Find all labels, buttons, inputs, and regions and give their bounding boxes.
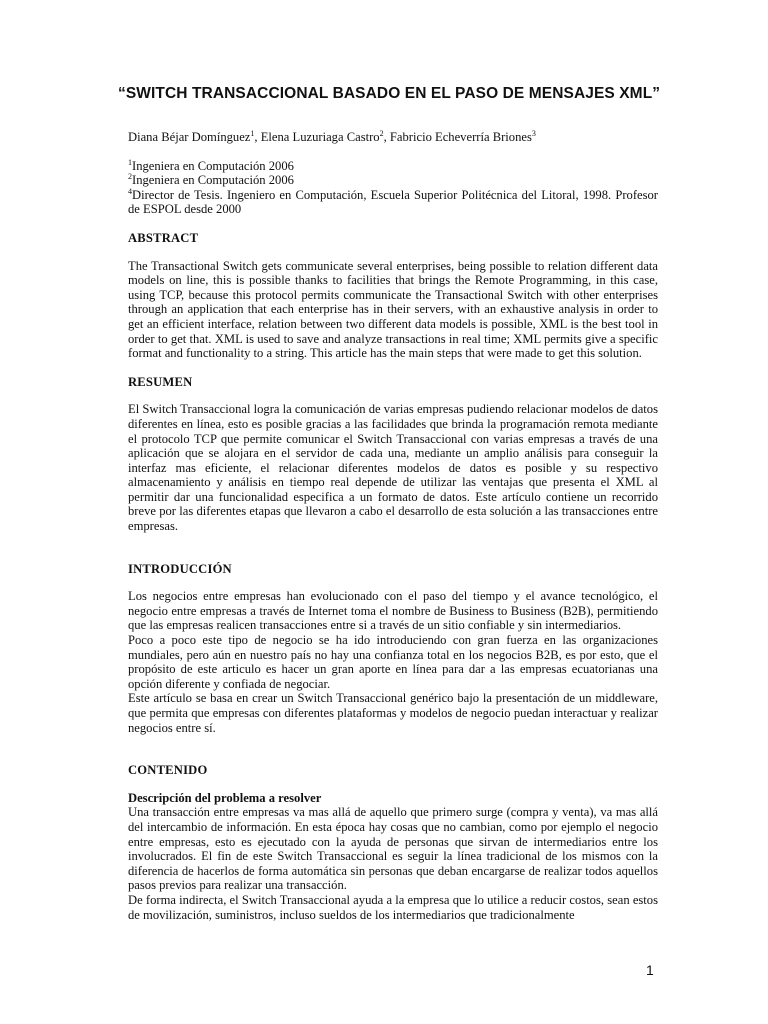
page-number: 1 [646, 962, 654, 978]
author-superscript: 2 [379, 128, 384, 138]
paragraph: De forma indirecta, el Switch Transaccional ayuda a la empresa que lo utilice a reducir costos, sean estos de movilización, suministros, incluso sueldos de los intermediarios que tradicionalmente [128, 892, 658, 922]
author-superscript: 1 [250, 128, 255, 138]
author-name: Diana Béjar Domínguez [128, 130, 251, 144]
introduccion-heading: INTRODUCCIÓN [128, 561, 232, 576]
affiliation: $^4$Director de Tesis. Ingeniero en Computación, Escuela Superior Politécnica del Litoral, 1998. Profesor de ESPOL desde 2000 [128, 186, 658, 217]
author-superscript: 3 [531, 128, 536, 138]
abstract-heading: ABSTRACT [128, 230, 199, 245]
affiliation: $^1$Ingeniera en Computación 2006 [128, 157, 294, 173]
affiliation: $^2$Ingeniera en Computación 2006 [128, 172, 294, 188]
paper-title: “SWITCH TRANSACCIONAL BASADO EN EL PASO DE MENSAJES XML” [118, 85, 661, 102]
paragraph: Los negocios entre empresas han evolucionado con el paso del tiempo y el avance tecnológico, el negocio entre empresas a través de Internet toma el nombre de Business to Business (B2B), permitiendo que las empresas realicen transacciones entre si a través de un sitio confiable y sin intermediarios. [128, 589, 658, 633]
author-name: Fabricio Echeverría Briones [389, 130, 532, 144]
paragraph: Este artículo se basa en crear un Switch Transaccional genérico bajo la presentación de un middleware, que permita que empresas con diferentes plataformas y modelos de negocio puedan interactuar y realizar negocios entre sí. [128, 691, 658, 735]
subsection-heading: Descripción del problema a resolver [128, 790, 322, 805]
contenido-heading: CONTENIDO [128, 763, 208, 778]
resumen-heading: RESUMEN [128, 374, 193, 389]
author-name: Elena Luzuriaga Castro [260, 130, 380, 144]
paragraph: Poco a poco este tipo de negocio se ha ido introduciendo con gran fuerza en las organizaciones mundiales, pero aún en nuestro país no hay una confianza total en los negocios B2B, es por esto, que el propósito de este articulo es hacer un gran aporte en línea para dar a las empresas ecuatorianas una opción diferente y confiada de negociar. [128, 633, 658, 691]
abstract-text: The Transactional Switch gets communicate several enterprises, being possible to relation different data models on line, this is possible thanks to facilities that brings the Remote Programming, in this case, using TCP, because this protocol permits communicate the Transactional Switch with other enterprises through an application that each enterprise has in their servers, with an exhaustive analysis in order to get an efficient interface, relation between two different data models is possible, XML is the best tool in order to get that. XML is used to save and analyze transactions in real time; XML permits give a specific format and functionality to a string. This article has the main steps that were made to get this solution. [128, 258, 658, 361]
paragraph: Una transacción entre empresas va mas allá de aquello que primero surge (compra y venta), va mas allá del intercambio de información. En esta época hay cosas que no cambian, como por ejemplo el negocio entre empresas, esto es ejecutado con la ayuda de personas que sirvan de intermediarios entre los involucrados. El fin de este Switch Transaccional es seguir la línea tradicional de los mismos con la diferencia de hacerlos de forma automática sin personas que deban encargarse de realizar todos aquellos pasos previos para realizar una transacción. [128, 805, 658, 893]
author-line: Diana Béjar Domínguez$^1$, Elena Luzuriaga Castro$^2$, Fabricio Echeverría Briones$^3$ [128, 128, 536, 144]
paper-body [128, 130, 658, 922]
resumen-text: El Switch Transaccional logra la comunicación de varias empresas pudiendo relacionar modelos de datos diferentes en línea, esto es posible gracias a las facilidades que brinda la programación remota mediante el protocolo TCP que permite comunicar el Switch Transaccional con varias empresas a través de una aplicación que se alojara en el servidor de cada una, mediante un amplio análisis para conseguir la interfaz mas eficiente, el relacionar diferentes modelos de datos es posible y su respectivo almacenamiento y análisis en tiempo real depende de utilizar las ventajas que presenta el XML al permitir dar una funcionalidad especifica a un formato de datos. Este artículo contiene un recorrido breve por las diferentes etapas que llevaron a cabo el desarrollo de esta solución a las transacciones entre empresas. [128, 402, 658, 534]
affiliations [128, 159, 658, 217]
